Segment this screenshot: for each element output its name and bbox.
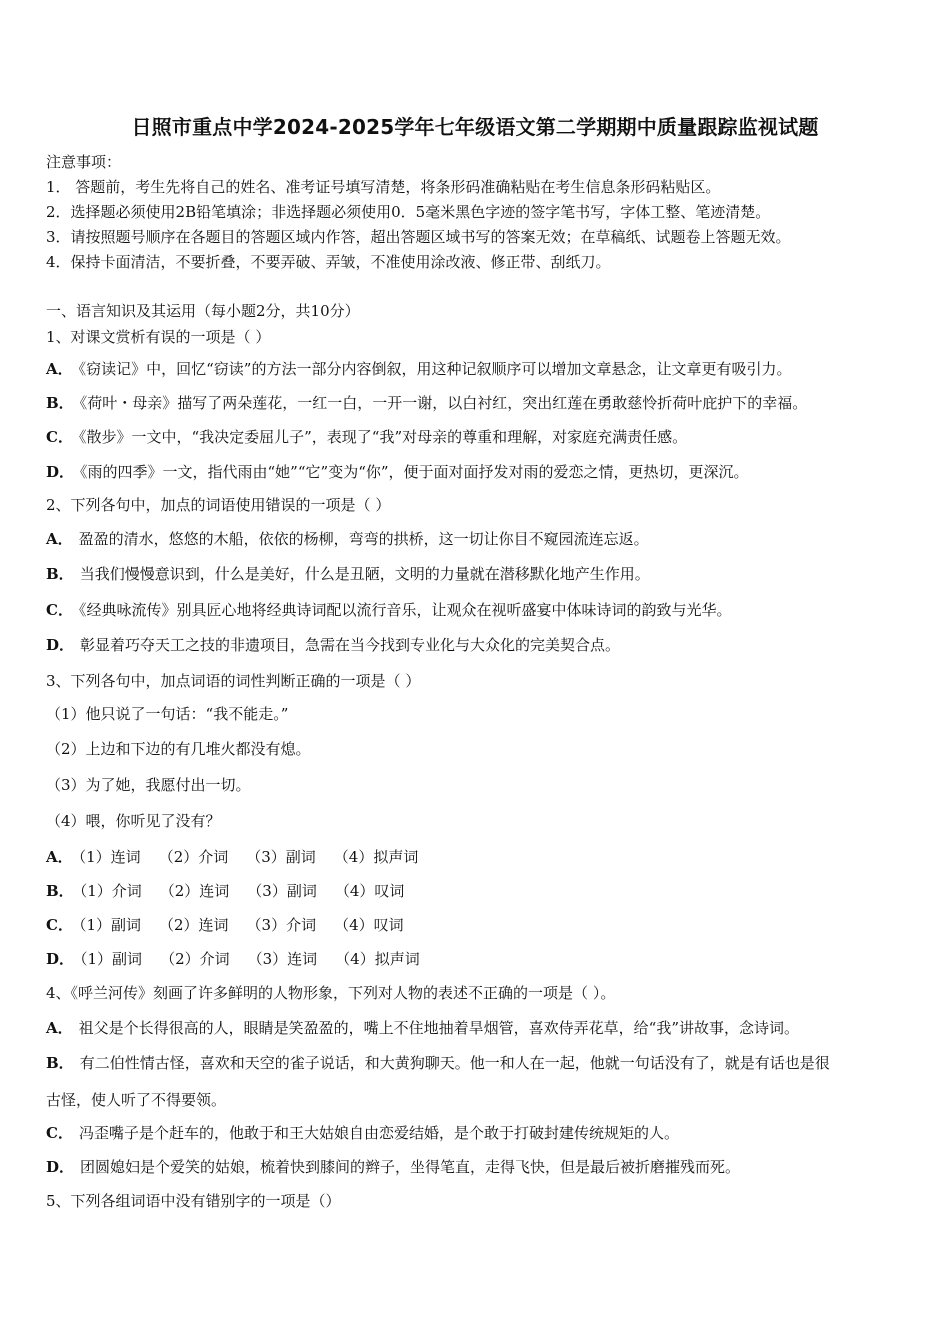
option-text: 《散步》一文中，“我决定委屈儿子”，表现了“我”对母亲的尊重和理解，对家庭充满责任感。 — [78, 428, 688, 446]
q2-option-b — [46, 563, 650, 585]
option-label: A． — [46, 1019, 73, 1037]
q4-option-a — [46, 1017, 799, 1039]
q4-option-b — [46, 1052, 830, 1074]
option-text: 团圆媳妇是个爱笑的姑娘，梳着快到膝间的辫子，坐得笔直，走得飞快，但是最后被折磨摧残而死。 — [80, 1158, 741, 1176]
q3-option-c — [46, 914, 404, 936]
question-4-stem: 4、《呼兰河传》刻画了许多鲜明的人物形象，下列对人物的表述不正确的一项是（ ）。 — [46, 984, 616, 1002]
option-part: （2）连词 — [159, 882, 230, 900]
option-part: （1）连词 — [78, 848, 141, 866]
notice-item: 3．请按照题号顺序在各题目的答题区域内作答，超出答题区域书写的答案无效；在草稿纸、试题卷上答题无效。 — [46, 228, 791, 246]
q3-sentence: （2）上边和下边的有几堆火都没有熄。 — [46, 740, 311, 758]
option-text: 有二伯性情古怪，喜欢和天空的雀子说话，和大黄狗聊天。他一和人在一起，他就一句话没有了，就是有话也是很 — [79, 1054, 830, 1072]
option-label: D． — [46, 636, 75, 654]
question-5-stem: 5、下列各组词语中没有错别字的一项是（） — [46, 1192, 341, 1210]
option-label: B． — [46, 565, 74, 583]
option-part: （3）副词 — [246, 848, 316, 866]
option-text: 彰显着巧夺天工之技的非遗项目，急需在当今找到专业化与大众化的完美契合点。 — [80, 636, 621, 654]
q3-option-b — [46, 880, 404, 902]
option-part: （3）副词 — [247, 882, 317, 900]
option-part: （2）连词 — [159, 916, 229, 934]
option-text: 当我们慢慢意识到，什么是美好，什么是丑陋，文明的力量就在潜移默化地产生作用。 — [79, 565, 650, 583]
notice-item: 4．保持卡面清洁，不要折叠，不要弄破、弄皱，不准使用涂改液、修正带、刮纸刀。 — [46, 253, 611, 271]
q3-option-a — [46, 846, 418, 868]
q2-option-d — [46, 634, 620, 656]
option-label: D． — [46, 1158, 75, 1176]
q1-option-d — [46, 461, 749, 483]
option-label: C． — [46, 916, 73, 934]
option-label: B． — [46, 882, 74, 900]
notice-item: 2．选择题必须使用2B铅笔填涂；非选择题必须使用0．5毫米黑色字迹的签字笔书写，字体工整、笔迹清楚。 — [46, 203, 771, 221]
option-part: （2）介词 — [158, 848, 229, 866]
option-text: 冯歪嘴子是个赶车的，他敢于和王大姑娘自由恋爱结婚，是个敢于打破封建传统规矩的人。 — [78, 1124, 679, 1142]
q3-sentence: （1）他只说了一句话：“我不能走。” — [46, 705, 289, 723]
option-text: 盈盈的清水，悠悠的木船，依依的杨柳，弯弯的拱桥，这一切让你目不窥园流连忘返。 — [78, 530, 649, 548]
option-part: （4）拟声词 — [335, 950, 420, 968]
q1-option-c — [46, 426, 687, 448]
option-text: 《雨的四季》一文，指代雨由“她”“它”变为“你”，便于面对面抒发对雨的爱恋之情，更热切，更深沉。 — [80, 463, 749, 481]
q3-sentence: （3）为了她，我愿付出一切。 — [46, 776, 251, 794]
option-text: 《荷叶・母亲》描写了两朵莲花，一红一白，一开一谢，以白衬红，突出红莲在勇敢慈怜折荷叶庇护下的幸福。 — [79, 394, 808, 412]
option-part: （3）介词 — [246, 916, 317, 934]
q3-sentence: （4）喂，你听见了没有？ — [46, 812, 221, 830]
q2-option-a — [46, 528, 649, 550]
option-label: C． — [46, 1124, 73, 1142]
option-text: 《窃读记》中，回忆“窃读”的方法一部分内容倒叙，用这种记叙顺序可以增加文章悬念，让文章更有吸引力。 — [78, 360, 792, 378]
notice-item: 1． 答题前，考生先将自己的姓名、准考证号填写清楚，将条形码准确粘贴在考生信息条形码粘贴区。 — [46, 178, 721, 196]
q4-option-b-continued: 古怪，使人听了不得要领。 — [46, 1091, 227, 1109]
option-part: （4）叹词 — [334, 916, 404, 934]
question-1-stem: 1、对课文赏析有误的一项是（ ） — [46, 328, 271, 346]
option-label: C． — [46, 428, 73, 446]
option-label: A． — [46, 530, 73, 548]
option-label: B． — [46, 394, 74, 412]
option-label: B． — [46, 1054, 74, 1072]
page-title: 日照市重点中学2024-2025学年七年级语文第二学期期中质量跟踪监视试题 — [131, 115, 819, 139]
notice-heading: 注意事项： — [46, 153, 122, 171]
option-part: （1）副词 — [78, 916, 141, 934]
question-3-stem: 3、下列各句中，加点词语的词性判断正确的一项是（ ） — [46, 672, 421, 690]
option-text: 祖父是个长得很高的人，眼睛是笑盈盈的，嘴上不住地抽着旱烟管，喜欢侍弄花草，给“我”讲故事，念诗词。 — [78, 1019, 799, 1037]
q1-option-a — [46, 358, 791, 380]
q4-option-c — [46, 1122, 679, 1144]
option-part: （4）拟声词 — [333, 848, 419, 866]
option-label: A． — [46, 848, 73, 866]
section-heading: 一、语言知识及其运用（每小题2分，共10分） — [46, 302, 360, 320]
option-part: （1）副词 — [80, 950, 143, 968]
q2-option-c — [46, 599, 731, 621]
option-part: （2）介词 — [160, 950, 230, 968]
option-part: （3）连词 — [247, 950, 318, 968]
q1-option-b — [46, 392, 807, 414]
option-label: D． — [46, 950, 75, 968]
option-text: 《经典咏流传》别具匠心地将经典诗词配以流行音乐，让观众在视听盛宴中体味诗词的韵致与光华。 — [78, 601, 732, 619]
q3-option-d — [46, 948, 420, 970]
option-part: （4）叹词 — [334, 882, 405, 900]
q4-option-d — [46, 1156, 740, 1178]
option-label: A． — [46, 360, 73, 378]
option-label: D． — [46, 463, 75, 481]
option-part: （1）介词 — [79, 882, 142, 900]
option-label: C． — [46, 601, 73, 619]
question-2-stem: 2、下列各句中，加点的词语使用错误的一项是（ ） — [46, 496, 391, 514]
